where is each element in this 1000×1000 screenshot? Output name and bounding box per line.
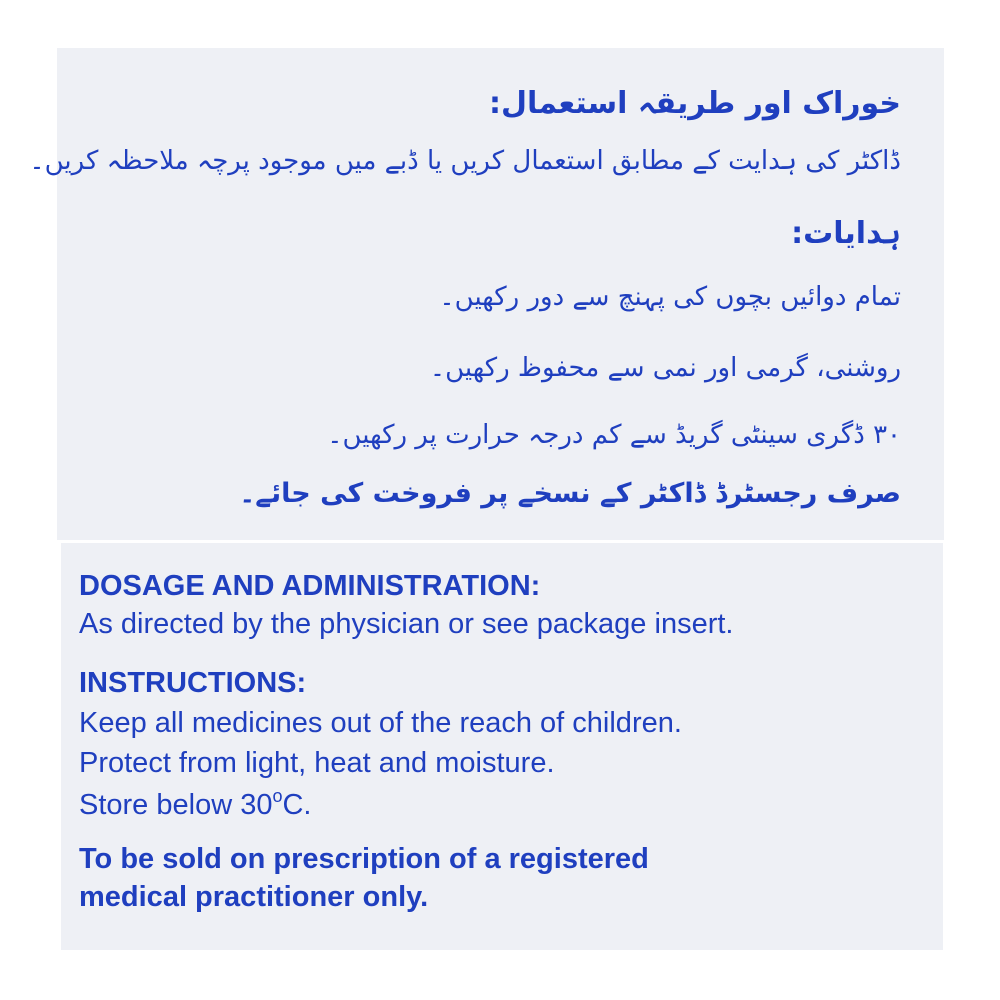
urdu-instruction-line-3: ۳۰ ڈگری سینٹی گریڈ سے کم درجہ حرارت پر رکھیں۔ <box>327 420 901 450</box>
urdu-prescription-note: صرف رجسٹرڈ ڈاکٹر کے نسخے پر فروخت کی جائے۔ <box>239 478 901 509</box>
english-dosage-text: As directed by the physician or see package insert. <box>79 608 734 640</box>
urdu-dosage-text: ڈاکٹر کی ہدایت کے مطابق استعمال کریں یا ڈبے میں موجود پرچہ ملاحظہ کریں۔ <box>29 146 901 176</box>
english-label-panel <box>61 543 943 950</box>
english-prescription-line-1: To be sold on prescription of a registered <box>79 843 649 875</box>
english-prescription-line-2: medical practitioner only. <box>79 881 429 913</box>
english-instructions-heading: INSTRUCTIONS: <box>79 667 307 699</box>
urdu-instruction-line-1: تمام دوائیں بچوں کی پہنچ سے دور رکھیں۔ <box>439 282 901 312</box>
urdu-instruction-line-2: روشنی، گرمی اور نمی سے محفوظ رکھیں۔ <box>429 353 901 383</box>
urdu-label-panel <box>29 48 944 540</box>
urdu-dosage-heading: خوراک اور طریقہ استعمال: <box>489 86 901 121</box>
english-dosage-heading: DOSAGE AND ADMINISTRATION: <box>79 570 541 602</box>
english-instruction-line-1: Keep all medicines out of the reach of children. <box>79 707 682 739</box>
english-instruction-line-3: Store below 30$^o$C. <box>79 786 312 821</box>
degree-superscript: o <box>272 786 283 806</box>
english-instruction-line-2: Protect from light, heat and moisture. <box>79 747 555 779</box>
urdu-instructions-heading: ہدایات: <box>791 216 901 251</box>
